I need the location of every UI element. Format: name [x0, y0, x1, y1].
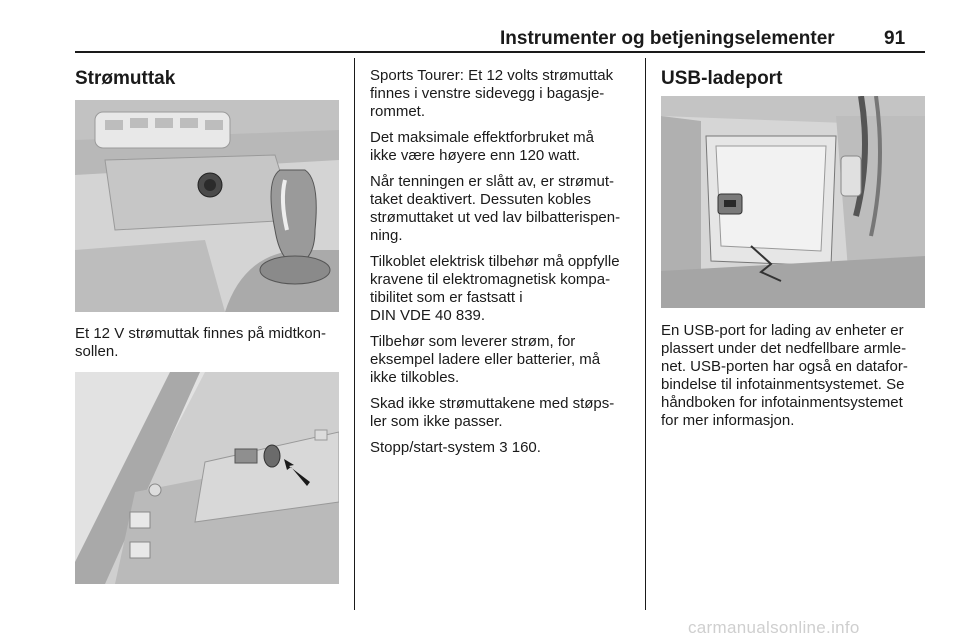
- text-line: håndboken for infotainmentsystemet: [661, 394, 903, 411]
- watermark-url: carmanualsonline.info: [688, 618, 860, 637]
- outlet-details-text: [370, 67, 640, 465]
- reference-text: Stopp/start-system: [370, 439, 496, 456]
- page-reference-icon: 3: [499, 439, 508, 456]
- text-line: Skad ikke strømuttakene med støps-: [370, 395, 615, 412]
- text-line: Tilbehør som leverer strøm, for: [370, 333, 576, 350]
- text-line: ikke være høyere enn 120 watt.: [370, 147, 581, 164]
- figure-usb-port-armrest: [661, 96, 925, 308]
- text-line: for mer informasjon.: [661, 412, 795, 429]
- text-line: kravene til elektromagnetisk kompa-: [370, 271, 611, 288]
- caption-console-outlet: [75, 325, 347, 361]
- text-line: Når tenningen er slått av, er strømut-: [370, 173, 614, 190]
- running-header-title: Instrumenter og betjeningselementer: [500, 28, 835, 49]
- text-line: Sports Tourer: Et 12 volts strømuttak: [370, 67, 614, 84]
- column-divider-1: [354, 58, 355, 610]
- text-line: taket deaktivert. Dessuten kobles: [370, 191, 591, 208]
- usb-port-text: [661, 322, 936, 430]
- text-line: eksempel ladere eller batterier, må: [370, 351, 601, 368]
- paragraph: [370, 67, 640, 121]
- text-line: net. USB-porten har også en datafor-: [661, 358, 908, 375]
- text-line: Det maksimale effektforbruket må: [370, 129, 594, 146]
- text-line: sollen.: [75, 343, 119, 360]
- text-line: bindelse til infotainmentsystemet. Se: [661, 376, 905, 393]
- reference-page: 160.: [511, 439, 541, 456]
- page-number: 91: [884, 28, 906, 49]
- text-line: tibilitet som er fastsatt i: [370, 289, 523, 306]
- text-line: En USB-port for lading av enheter er: [661, 322, 904, 339]
- text-line: ning.: [370, 227, 403, 244]
- section-title-power-outlet: Strømuttak: [75, 68, 176, 89]
- paragraph: [370, 333, 640, 387]
- text-line: Et 12 V strømuttak finnes på midtkon-: [75, 325, 326, 342]
- section-title-usb-charging-port: USB-ladeport: [661, 68, 783, 89]
- figure-center-console-outlet: [75, 100, 339, 312]
- text-line: ikke tilkobles.: [370, 369, 460, 386]
- text-line: plassert under det nedfellbare armle-: [661, 340, 907, 357]
- text-line: DIN VDE 40 839.: [370, 307, 486, 324]
- figure-cargo-area-outlet: [75, 372, 339, 584]
- paragraph: [370, 253, 640, 325]
- text-line: strømuttaket ut ved lav bilbatterispen-: [370, 209, 621, 226]
- paragraph: [370, 129, 640, 165]
- text-line: Tilkoblet elektrisk tilbehør må oppfylle: [370, 253, 620, 270]
- cross-reference[interactable]: [370, 439, 640, 457]
- paragraph: [370, 173, 640, 245]
- text-line: rommet.: [370, 103, 426, 120]
- header-rule: [75, 51, 925, 53]
- text-line: ler som ikke passer.: [370, 413, 503, 430]
- paragraph: [370, 395, 640, 431]
- text-line: finnes i venstre sidevegg i bagasje-: [370, 85, 605, 102]
- column-divider-2: [645, 58, 646, 610]
